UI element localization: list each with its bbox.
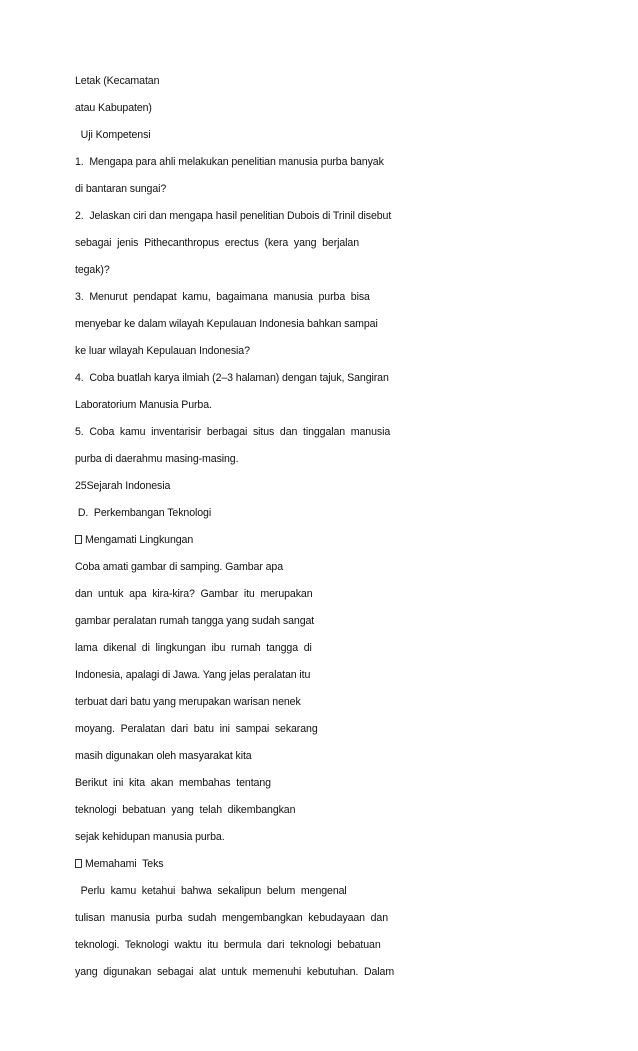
line-text: Memahami Teks [85, 858, 164, 870]
text-line [75, 880, 405, 907]
line-text: di bantaran sungai? [75, 183, 167, 195]
subheading-line [75, 853, 405, 880]
line-text: D. Perkembangan Teknologi [75, 507, 212, 519]
section-heading [75, 502, 405, 529]
question-line [75, 286, 405, 313]
text-line [75, 394, 405, 421]
line-text: Indonesia, apalagi di Jawa. Yang jelas peralatan itu [75, 669, 311, 681]
question-line [75, 421, 405, 448]
bullet-box-icon [75, 859, 82, 868]
line-text: Berikut ini kita akan membahas tentang [75, 777, 271, 789]
line-text: 2. Jelaskan ciri dan mengapa hasil penelitian Dubois di Trinil disebut [75, 210, 392, 222]
bullet-box-icon [75, 535, 82, 544]
line-text: Perlu kamu ketahui bahwa sekalipun belum mengenal [75, 885, 347, 897]
text-line [75, 772, 405, 799]
document-text [75, 70, 405, 988]
text-line [75, 583, 405, 610]
line-text: tulisan manusia purba sudah mengembangkan kebudayaan dan [75, 912, 389, 924]
text-line [75, 97, 405, 124]
text-line [75, 961, 405, 988]
question-line [75, 367, 405, 394]
line-text: sejak kehidupan manusia purba. [75, 831, 225, 843]
line-text: teknologi. Teknologi waktu itu bermula dari teknologi bebatuan [75, 939, 381, 951]
line-text: 25Sejarah Indonesia [75, 480, 171, 492]
line-text: 5. Coba kamu inventarisir berbagai situs dan tinggalan manusia [75, 426, 391, 438]
line-text: sebagai jenis Pithecanthropus erectus (kera yang berjalan [75, 237, 360, 249]
line-text: menyebar ke dalam wilayah Kepulauan Indonesia bahkan sampai [75, 318, 378, 330]
line-text: gambar peralatan rumah tangga yang sudah sangat [75, 615, 315, 627]
subheading-line [75, 529, 405, 556]
text-line [75, 691, 405, 718]
text-line [75, 178, 405, 205]
line-text: terbuat dari batu yang merupakan warisan nenek [75, 696, 301, 708]
text-line [75, 799, 405, 826]
text-line [75, 637, 405, 664]
section-heading [75, 124, 405, 151]
text-line [75, 556, 405, 583]
line-text: tegak)? [75, 264, 110, 276]
page-footer [75, 475, 405, 502]
line-text: masih digunakan oleh masyarakat kita [75, 750, 252, 762]
line-text: teknologi bebatuan yang telah dikembangkan [75, 804, 296, 816]
line-text: Mengamati Lingkungan [85, 534, 194, 546]
text-line [75, 907, 405, 934]
text-line [75, 610, 405, 637]
text-line [75, 718, 405, 745]
line-text: Coba amati gambar di samping. Gambar apa [75, 561, 283, 573]
line-text: Letak (Kecamatan [75, 75, 160, 87]
text-line [75, 70, 405, 97]
text-line [75, 826, 405, 853]
text-line [75, 313, 405, 340]
line-text: atau Kabupaten) [75, 102, 152, 114]
line-text: 1. Mengapa para ahli melakukan penelitian manusia purba banyak [75, 156, 384, 168]
line-text: lama dikenal di lingkungan ibu rumah tangga di [75, 642, 312, 654]
text-line [75, 664, 405, 691]
line-text: Laboratorium Manusia Purba. [75, 399, 212, 411]
line-text: Uji Kompetensi [75, 129, 151, 141]
text-line [75, 934, 405, 961]
line-text: yang digunakan sebagai alat untuk memenuhi kebutuhan. Dalam [75, 966, 395, 978]
text-line [75, 448, 405, 475]
line-text: moyang. Peralatan dari batu ini sampai sekarang [75, 723, 318, 735]
line-text: dan untuk apa kira-kira? Gambar itu merupakan [75, 588, 313, 600]
text-line [75, 745, 405, 772]
line-text: purba di daerahmu masing-masing. [75, 453, 239, 465]
text-line [75, 340, 405, 367]
question-line [75, 151, 405, 178]
text-line [75, 232, 405, 259]
line-text: 4. Coba buatlah karya ilmiah (2–3 halaman) dengan tajuk, Sangiran [75, 372, 389, 384]
question-line [75, 205, 405, 232]
line-text: 3. Menurut pendapat kamu, bagaimana manusia purba bisa [75, 291, 370, 303]
line-text: ke luar wilayah Kepulauan Indonesia? [75, 345, 250, 357]
text-line [75, 259, 405, 286]
